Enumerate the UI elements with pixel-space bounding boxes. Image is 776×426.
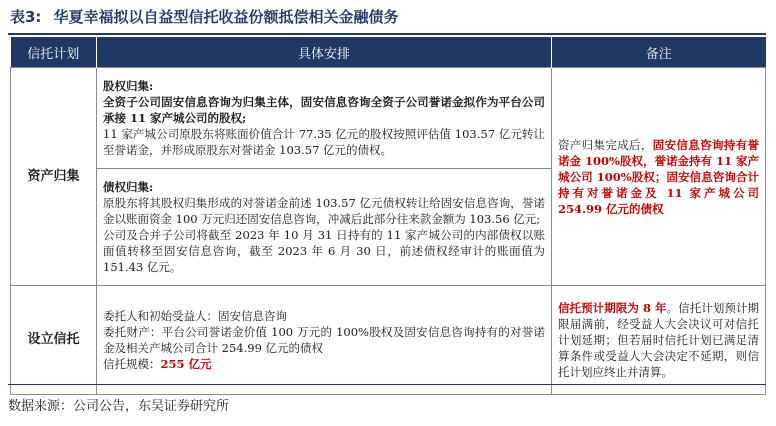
equity-collection-cell [97,68,552,169]
note-asset-collection [552,68,766,286]
header-note: 备注 [552,37,766,68]
trust-setup-cell [97,286,552,395]
table-row [11,286,766,395]
data-source: 数据来源：公司公告，东吴证券研究所 [8,399,230,414]
note-trust-setup [552,286,766,395]
debt-text-1: 原股东将其股权归集形成的对誉诺金前述 103.57 亿元债权转让给固安信息咨询，誉诺金以账面资金 100 万元归还固安信息咨询，冲减后此部分往来款金额为 103.56 亿元; [103,196,545,226]
equity-heading: 股权归集: [103,79,154,93]
bottom-rule [8,384,766,385]
header-plan: 信托计划 [11,37,97,68]
note-term-highlight: 信托预计期限为 8 年 [558,301,667,315]
trust-settlor: 委托人和初始受益人：固安信息咨询 [103,309,287,323]
note-plain: 资产归集完成后， [558,137,653,152]
table-title-text: 华夏幸福拟以自益型信托收益份额抵偿相关金融债务 [53,8,399,26]
trust-property: 委托财产：平台公司誉诺金价值 100 万元的 100%股权及固安信息咨询持有的对誉诺金及相关产城公司合计 254.99 亿元的债权 [103,325,545,355]
debt-heading: 债权归集: [103,180,154,194]
note-highlight: 固安信息咨询持有誉诺金 100%股权，誉诺金持有 11 家产城公司 100%股权；固安信息咨询合计持有对誉诺金及 11 家产城公司 254.99 亿元的债权 [558,137,759,216]
trust-scale-value: 255 亿元 [160,357,212,371]
plan-asset-collection: 资产归集 [11,68,97,286]
equity-text: 11 家产城公司原股东将账面价值合计 77.35 亿元的股权按照评估值 103.57 亿元转让至誉诺金，并形成原股东对誉诺金 103.57 亿元的债权。 [103,127,545,157]
trust-scale [103,356,545,372]
header-arrangement: 具体安排 [97,37,552,68]
table-header-row [11,37,766,68]
debt-text-2: 公司及合并子公司将截至 2023 年 10 月 31 日持有的 11 家产城公司的内部债权以账面值转移至固安信息咨询，截至 2023 年 6 月 30 日，前述债权经审计的账面值为 151.43 亿元。 [103,228,545,274]
note-term-text: 。信托计划预计期限届满前，经受益人大会决议可对信托计划延期；但若届时信托计划已满足清算条件或受益人大会决定不延期，则信托计划应终止并清算。 [558,301,759,379]
table-title [10,5,398,29]
table-number: 表3: [10,8,42,26]
table-row [11,68,766,169]
plan-trust-setup: 设立信托 [11,286,97,395]
trust-scale-label: 信托规模： [103,357,161,371]
top-rule [8,33,766,35]
trust-plan-table [10,37,766,395]
debt-collection-cell [97,169,552,286]
equity-bold-text: 全资子公司固安信息咨询为归集主体，固安信息咨询全资子公司誉诺金拟作为平台公司承接 11 家产城公司的股权; [103,95,545,125]
